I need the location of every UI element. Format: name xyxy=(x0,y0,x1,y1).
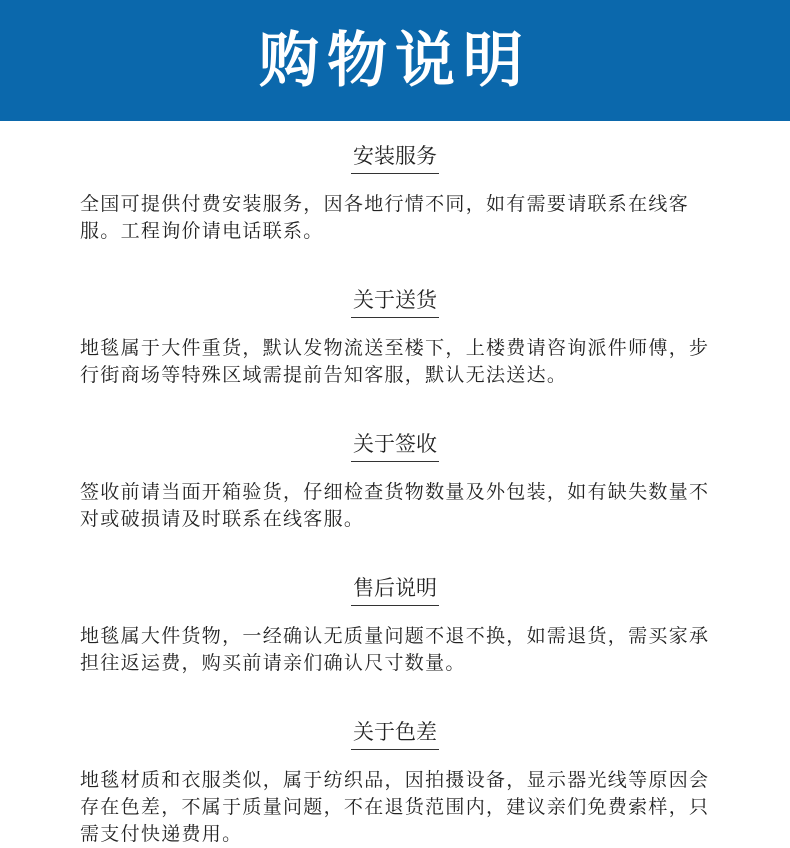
section-heading xyxy=(80,571,710,615)
section-heading xyxy=(80,427,710,471)
section-heading xyxy=(80,283,710,327)
section-body: 全国可提供付费安装服务，因各地行情不同，如有需要请联系在线客服。工程询价请电话联系。 xyxy=(80,193,690,242)
section-after-sales xyxy=(80,571,710,677)
section-installation xyxy=(80,139,710,245)
instructions-list xyxy=(0,139,790,848)
section-heading-text: 安装服务 xyxy=(351,139,439,174)
section-heading xyxy=(80,139,710,183)
section-delivery xyxy=(80,283,710,389)
page-title: 购物说明 xyxy=(259,25,531,96)
section-heading-text: 关于送货 xyxy=(351,283,439,318)
section-color-difference xyxy=(80,715,710,848)
section-receipt xyxy=(80,427,710,533)
header-banner xyxy=(0,0,790,121)
section-body: 地毯属大件货物，一经确认无质量问题不退不换，如需退货，需买家承担往返运费，购买前请亲们确认尺寸数量。 xyxy=(80,625,710,674)
section-body: 签收前请当面开箱验货，仔细检查货物数量及外包装，如有缺失数量不对或破损请及时联系在线客服。 xyxy=(80,481,710,530)
section-body: 地毯属于大件重货，默认发物流送至楼下，上楼费请咨询派件师傅，步行街商场等特殊区域需提前告知客服，默认无法送达。 xyxy=(80,337,710,386)
section-heading xyxy=(80,715,710,759)
section-heading-text: 关于签收 xyxy=(351,427,439,462)
section-heading-text: 关于色差 xyxy=(351,715,439,750)
section-heading-text: 售后说明 xyxy=(351,571,439,606)
section-body: 地毯材质和衣服类似，属于纺织品，因拍摄设备，显示器光线等原因会存在色差，不属于质量问题，不在退货范围内，建议亲们免费索样，只需支付快递费用。 xyxy=(80,769,710,845)
